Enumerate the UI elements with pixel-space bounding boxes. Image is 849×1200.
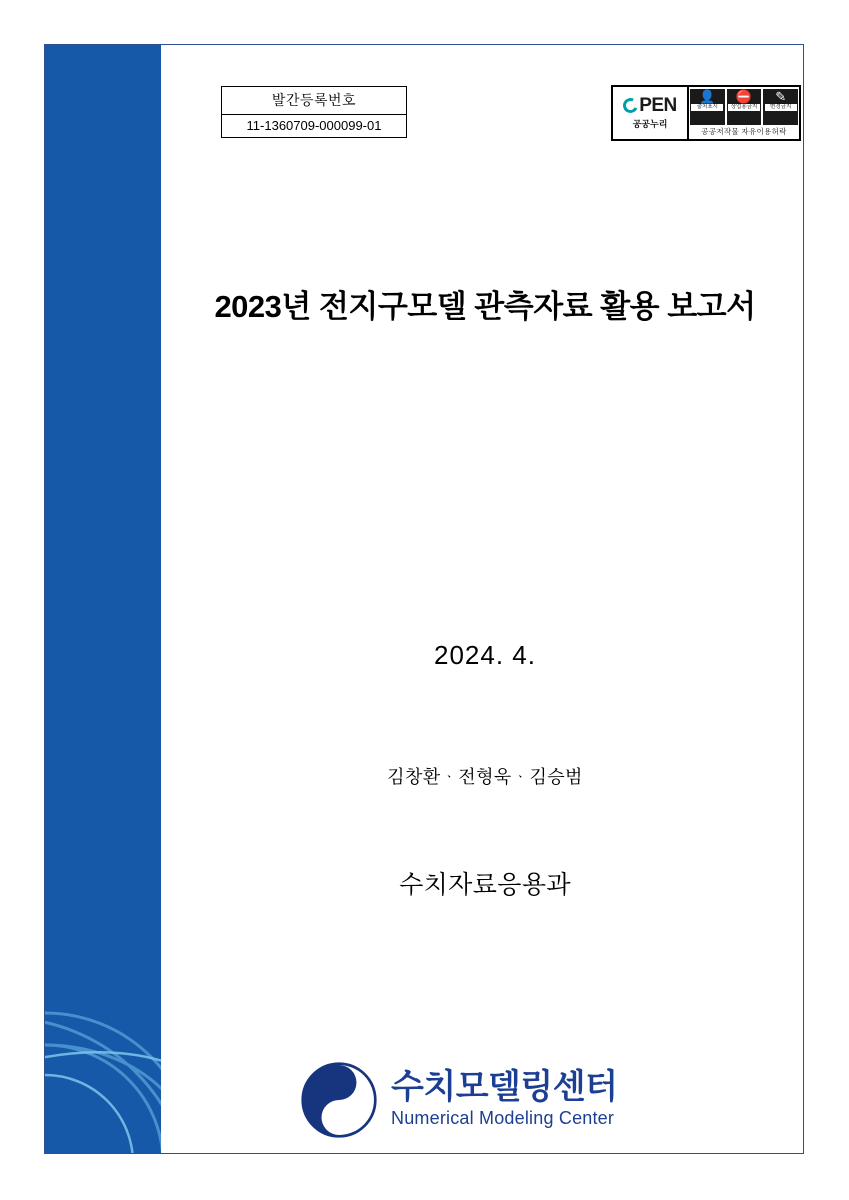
kogl-conditions <box>689 85 801 141</box>
left-blue-bar <box>45 45 161 1153</box>
taegeuk-icon <box>301 1062 377 1138</box>
registration-number: 11-1360709-000099-01 <box>246 118 382 133</box>
arc-decoration-icon <box>45 913 161 1153</box>
open-ring-icon <box>621 96 640 115</box>
document-page <box>44 44 804 1154</box>
condition-caption-1: 출처표시 <box>691 104 723 111</box>
open-text: PEN <box>639 95 677 116</box>
kogl-label: 공공누리 <box>632 119 668 129</box>
page-title: 2023년 전지구모델 관측자료 활용 보고서 <box>214 289 756 324</box>
condition-caption-2: 상업용금지 <box>728 104 760 111</box>
attribution-person-icon <box>690 89 725 125</box>
author-list: 김창환ᆞ전형욱ᆞ김승범 <box>387 767 583 787</box>
no-derivative-icon <box>763 89 798 125</box>
no-commercial-icon <box>727 89 762 125</box>
condition-caption-3: 변경금지 <box>765 104 797 111</box>
open-wordmark <box>623 96 677 115</box>
kogl-footer-text: 공공저작물 자유이용허락 <box>701 127 787 136</box>
logo-korean-name: 수치모델링센터 <box>391 1068 618 1107</box>
kogl-open-mark <box>611 85 689 141</box>
publication-registration-box <box>221 86 407 138</box>
publication-date: 2024. 4. <box>434 640 536 670</box>
registration-label: 발간등록번호 <box>222 87 406 115</box>
department-name: 수치자료응용과 <box>399 871 571 899</box>
kogl-condition-icons <box>689 87 799 125</box>
person-glyph: 👤 <box>699 89 716 104</box>
taegeuk-svg <box>301 1062 377 1138</box>
logo-text-block <box>391 1070 617 1129</box>
kogl-open-license-badge <box>611 85 801 141</box>
organization-logo <box>301 1055 721 1145</box>
logo-english-name: Numerical Modeling Center <box>391 1108 615 1129</box>
no-money-glyph: ⛔ <box>735 89 753 104</box>
no-edit-glyph: ✎ <box>775 89 787 104</box>
